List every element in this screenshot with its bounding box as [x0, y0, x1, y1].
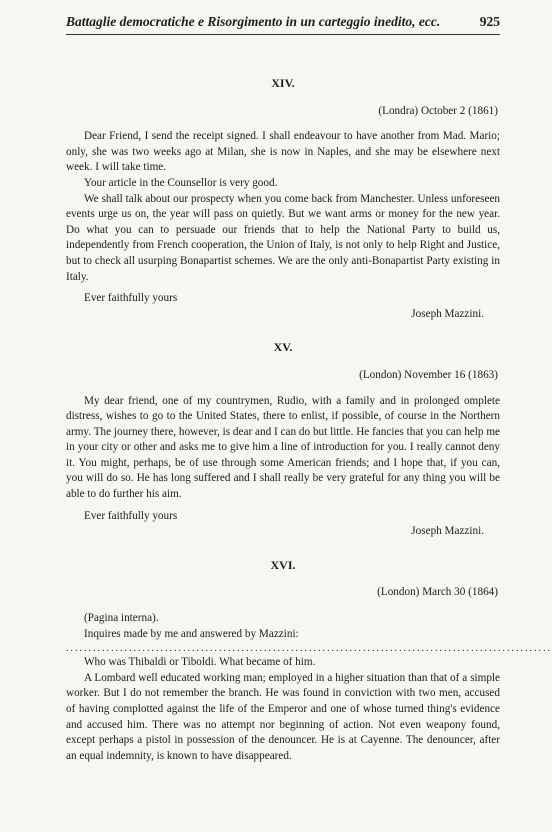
letter-signature: Joseph Mazzini. — [411, 525, 484, 538]
letter-numeral: XVI. — [270, 557, 296, 572]
letter-paragraph: Dear Friend, I send the receipt signed. I shall endeavour to have another from Mad. Mario; only, she was two weeks ago at Milan, she is now in Naples, and she may be elsewhere next week. I will take time. — [66, 130, 500, 174]
letter-numeral: XV. — [273, 340, 293, 355]
letter-dateline: (London) November 16 (1863) — [359, 368, 498, 381]
letter-closing: Ever faithfully yours — [84, 292, 178, 305]
dotted-separator: ............................................................................................................ — [66, 643, 552, 655]
page-number: 925 — [479, 14, 500, 29]
inquiry-intro: Inquires made by me and answered by Mazzini: — [84, 627, 299, 640]
letter-signature: Joseph Mazzini. — [411, 307, 484, 320]
letter-dateline: (London) March 30 (1864) — [377, 586, 498, 599]
document-body — [66, 76, 552, 764]
letter-xv — [66, 340, 500, 540]
letter-xiv — [66, 76, 500, 322]
letter-closing: Ever faithfully yours — [84, 509, 178, 522]
letter-paragraph: We shall talk about our prospecty when you come back from Manchester. Unless unforeseen events urge us on, the year will pass on quietly. But we want arms or money for the new year. Do what you can to persuade our friends that to help the National Party to build us, independently from French cooperation, the Union of Italy, is not only to help Right and Justice, but to check all usurping Bonapartist schemes. We are the only anti-Bonapartist Party existing in Italy. — [66, 192, 500, 283]
letter-dateline: (Londra) October 2 (1861) — [378, 104, 498, 117]
letter-xvi — [66, 557, 552, 765]
running-title: Battaglie democratiche e Risorgimento in un carteggio inedito, ecc. — [66, 14, 441, 29]
letter-numeral: XIV. — [271, 76, 295, 90]
page-note: (Pagina interna). — [84, 612, 159, 625]
letter-paragraph: Your article in the Counsellor is very good. — [84, 176, 278, 189]
letter-paragraph: My dear friend, one of my countrymen, Rudio, with a family and in prolonged omplete distress, wishes to go to the United States, there to enlist, if possible, of course in the Northern army. The journey there, however, is dear and I can do but little. He fancies that you can help me in your city or other and asks me to give him a line of introduction for you. I really cannot deny it. You might, perhaps, be of use through some American friends; and I hope that, if you can, you will do so. He has long suffered and I shall really be very grateful for any thing you will be able to do further his aim. — [66, 394, 500, 501]
running-header — [66, 14, 500, 35]
inquiry-answer: A Lombard well educated working man; employed in a higher situation than that of a simple worker. But I do not remember the branch. He was found in conviction with two men, accused of having complotted against the life of the Emperor and one of whose turned thing's evidence and accused him. There was no attempt nor beginning of action. Not even weapony found, except perhaps a pistol in possession of the denouncer. He is at Cayenne. The denouncer, after an equal indemnity, is known to have disappeared. — [66, 671, 500, 762]
inquiry-question: Who was Thibaldi or Tiboldi. What became of him. — [84, 656, 316, 669]
